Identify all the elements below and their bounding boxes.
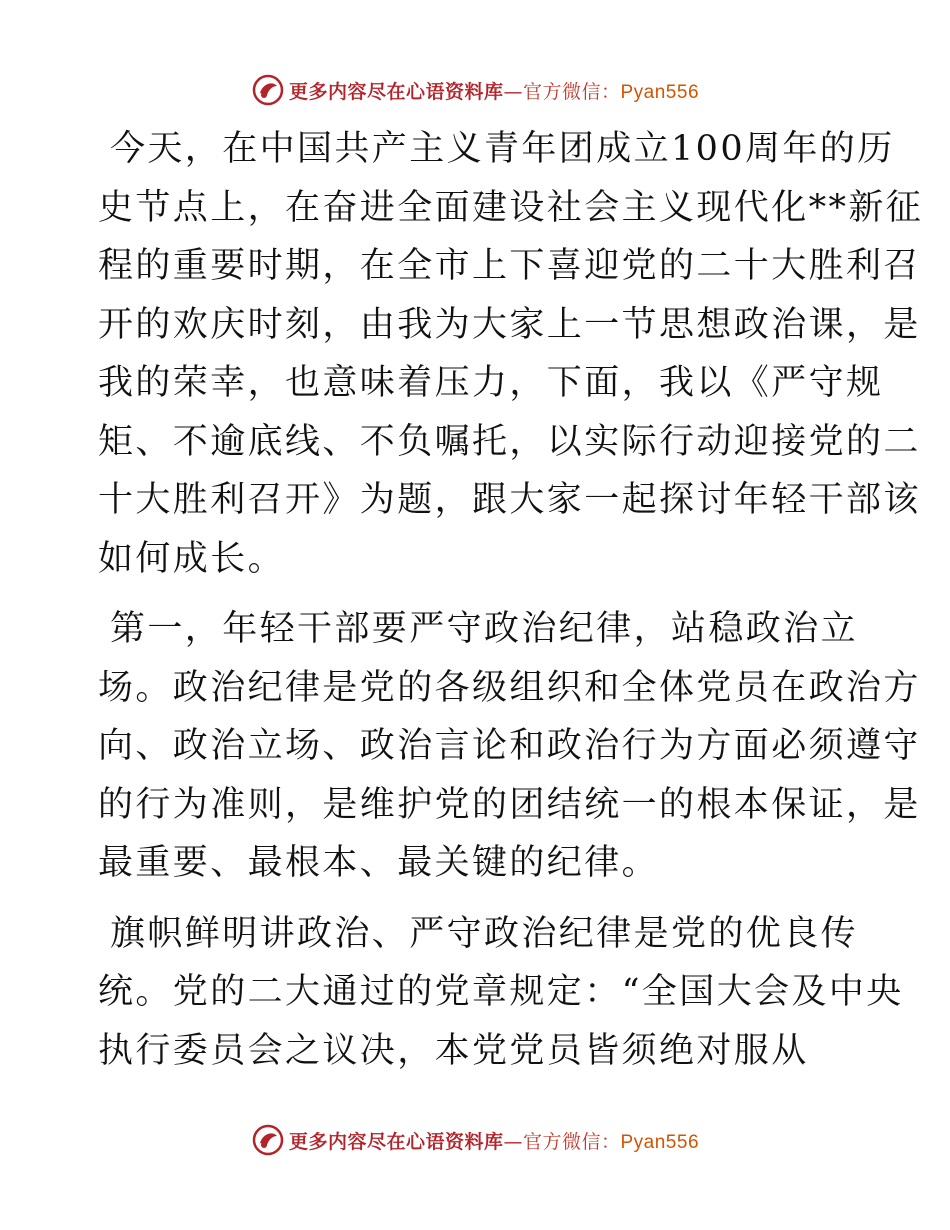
banner-main-text: 更多内容尽在心语资料库 xyxy=(288,80,504,103)
paragraph-line: 执行委员会之议决，本党党员皆须绝对服从 xyxy=(98,1030,809,1071)
banner-wechat-id: Pyan556 xyxy=(620,1131,700,1153)
paragraph-line: 开的欢庆时刻，由我为大家上一节思想政治课，是 xyxy=(98,304,921,345)
paragraph-line: 旗帜鲜明讲政治、严守政治纪律是党的优良传 xyxy=(110,913,859,954)
paragraph-line: 程的重要时期，在全市上下喜迎党的二十大胜利召 xyxy=(98,246,921,286)
paragraph-line: 场。政治纪律是党的各级组织和全体党员在政治方 xyxy=(98,667,921,708)
brand-logo-icon xyxy=(251,73,285,107)
paragraph-line: 今天，在中国共产主义青年团成立100周年的历 xyxy=(110,129,895,169)
paragraph-line: 我的荣幸，也意味着压力，下面，我以《严守规 xyxy=(98,363,884,403)
paragraph-line: 最重要、最根本、最关键的纪律。 xyxy=(98,843,660,883)
brand-logo-icon xyxy=(251,1123,285,1157)
paragraph-line: 向、政治立场、政治言论和政治行为方面必须遵守 xyxy=(98,726,921,766)
banner-main-text: 更多内容尽在心语资料库 xyxy=(288,1130,504,1153)
paragraph-line: 如何成长。 xyxy=(98,538,286,579)
paragraph-line: 第一，年轻干部要严守政治纪律，站稳政治立 xyxy=(110,609,859,649)
document-body xyxy=(98,120,924,1092)
banner-separator: — xyxy=(503,1130,523,1153)
banner-wechat-label: 官方微信： xyxy=(522,80,621,103)
banner-wechat-label: 官方微信： xyxy=(522,1130,621,1153)
footer-banner xyxy=(0,1120,950,1160)
paragraph-2 xyxy=(98,600,921,893)
paragraph-1 xyxy=(98,120,924,588)
paragraph-line: 史节点上，在奋进全面建设社会主义现代化**新征 xyxy=(98,187,924,228)
header-banner xyxy=(0,70,950,110)
paragraph-line: 统。党的二大通过的党章规定：“全国大会及中央 xyxy=(98,972,904,1012)
paragraph-line: 的行为准则，是维护党的团结统一的根本保证，是 xyxy=(98,784,921,825)
banner-separator: — xyxy=(503,80,523,103)
paragraph-line: 矩、不逾底线、不负嘱托，以实际行动迎接党的二 xyxy=(98,421,921,462)
paragraph-line: 十大胜利召开》为题，跟大家一起探讨年轻干部该 xyxy=(98,480,921,520)
paragraph-3 xyxy=(98,905,904,1081)
banner-wechat-id: Pyan556 xyxy=(620,81,700,103)
